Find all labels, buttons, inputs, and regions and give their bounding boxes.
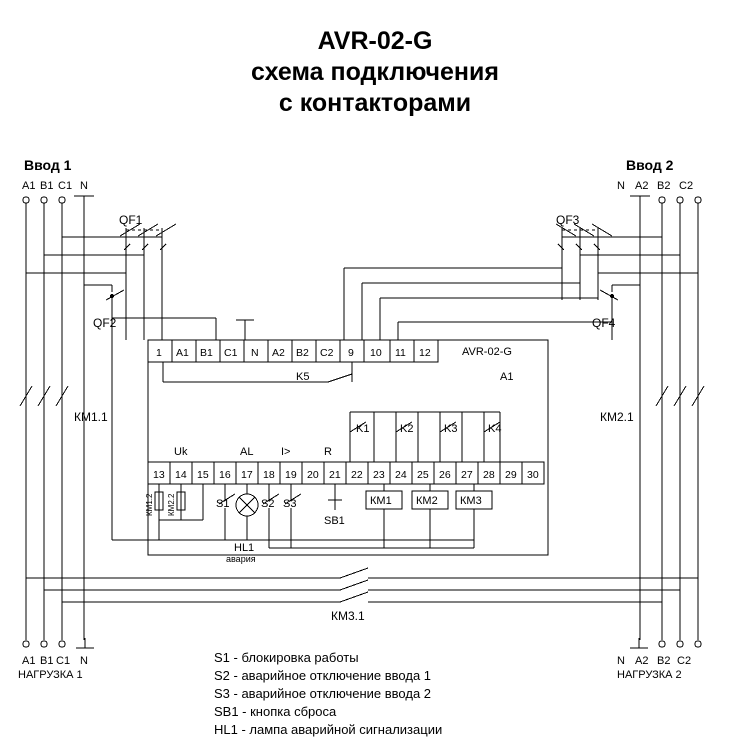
bottom-terminal-24: 24	[395, 469, 407, 481]
bottom-terminal-13: 13	[153, 469, 165, 481]
bottom-terminal-14: 14	[175, 469, 187, 481]
bottom-terminal-17: 17	[241, 469, 253, 481]
left-output-phase-a: A1	[22, 655, 36, 667]
sb1-label: SB1	[324, 515, 345, 527]
qf3-label: QF3	[556, 213, 580, 227]
title-line-1: AVR-02-G	[317, 27, 433, 55]
bottom-terminal-18: 18	[263, 469, 275, 481]
relay-contacts-group	[350, 412, 500, 462]
right-input-title: Ввод 2	[626, 157, 674, 173]
qf2-breaker	[106, 290, 124, 340]
group-r-label: R	[324, 446, 332, 458]
relay-k3-label: K3	[444, 423, 458, 435]
bottom-terminal-26: 26	[439, 469, 451, 481]
left-output-phase-b: B1	[40, 655, 54, 667]
bottom-terminal-19: 19	[285, 469, 297, 481]
group-al-label: AL	[240, 446, 254, 458]
top-terminal-b2: B2	[296, 347, 309, 359]
right-output-neutral: N	[617, 655, 625, 667]
hl1-lamp	[236, 484, 258, 540]
km31-label: КМ3.1	[331, 609, 365, 623]
device-body	[148, 340, 548, 555]
km12-label: КМ1.2	[145, 493, 154, 516]
top-terminal-9: 9	[348, 347, 354, 359]
bottom-terminal-30: 30	[527, 469, 539, 481]
s1-label: S1	[216, 498, 230, 510]
top-terminal-a2: A2	[272, 347, 285, 359]
k5-label: K5	[296, 371, 310, 383]
legend-item-4: HL1 - лампа аварийной сигнализации	[214, 722, 443, 737]
left-input-neutral: N	[80, 180, 88, 192]
left-output-title: НАГРУЗКА 1	[18, 669, 83, 681]
right-output-terminals	[630, 638, 701, 648]
left-input-phase-c: C1	[58, 180, 73, 192]
top-terminal-n: N	[251, 347, 259, 359]
top-terminal-c2: C2	[320, 347, 334, 359]
km-coils	[366, 484, 492, 548]
bottom-terminal-20: 20	[307, 469, 319, 481]
bottom-terminal-22: 22	[351, 469, 363, 481]
s2-switch	[263, 484, 279, 548]
left-output-neutral: N	[80, 655, 88, 667]
title-line-3: с контакторами	[278, 89, 472, 117]
qf4-breaker	[600, 290, 618, 340]
relay-k4-label: K4	[488, 423, 502, 435]
top-terminal-11: 11	[395, 347, 406, 359]
right-output-title: НАГРУЗКА 2	[617, 669, 682, 681]
right-output-phase-b: B2	[657, 655, 671, 667]
bottom-terminal-25: 25	[417, 469, 429, 481]
sb1-button	[328, 484, 342, 510]
top-terminal-12: 12	[419, 347, 431, 359]
km22-label: КМ2.2	[167, 493, 176, 516]
bottom-terminal-28: 28	[483, 469, 495, 481]
bottom-terminal-23: 23	[373, 469, 385, 481]
bottom-terminal-16: 16	[219, 469, 231, 481]
qf1-label: QF1	[119, 213, 143, 227]
km2-label: КМ2	[416, 495, 438, 507]
device-model-label: AVR-02-G	[462, 346, 512, 358]
left-output-terminals	[23, 638, 94, 648]
left-output-phase-c: C1	[56, 655, 71, 667]
s3-label: S3	[283, 498, 297, 510]
qf4-label: QF4	[592, 316, 616, 330]
km21-label: КМ2.1	[600, 410, 634, 424]
device-designator-label: A1	[500, 371, 514, 383]
bottom-terminal-27: 27	[461, 469, 473, 481]
legend-item-1: S2 - аварийное отключение ввода 1	[214, 668, 432, 683]
uk-group	[155, 484, 203, 520]
right-output-phase-a: A2	[635, 655, 649, 667]
legend-item-0: S1 - блокировка работы	[214, 650, 359, 665]
qf1-breaker	[120, 224, 176, 300]
qf3-breaker	[556, 224, 612, 300]
left-input-terminals	[23, 196, 94, 206]
km1-label: КМ1	[370, 495, 392, 507]
top-terminal-10: 10	[370, 347, 382, 359]
group-uk-label: Uk	[174, 446, 188, 458]
bottom-terminal-29: 29	[505, 469, 517, 481]
hl1-label: HL1	[234, 542, 255, 554]
s3-switch	[285, 484, 301, 548]
left-input-phase-b: B1	[40, 180, 54, 192]
right-input-phase-a: A2	[635, 180, 649, 192]
hl1-sublabel: авария	[226, 554, 256, 564]
right-input-phase-b: B2	[657, 180, 671, 192]
top-terminal-a1: A1	[176, 347, 189, 359]
k5-contact	[163, 362, 352, 382]
left-input-title: Ввод 1	[24, 157, 72, 173]
group-i-label: I>	[281, 446, 291, 458]
s2-label: S2	[261, 498, 275, 510]
legend-item-3: SB1 - кнопка сброса	[214, 704, 337, 719]
left-input-phase-a: A1	[22, 180, 36, 192]
right-input-phase-c: C2	[679, 180, 694, 192]
top-terminal-1: 1	[156, 347, 162, 359]
right-input-neutral: N	[617, 180, 625, 192]
legend-item-2: S3 - аварийное отключение ввода 2	[214, 686, 432, 701]
bottom-terminal-21: 21	[329, 469, 341, 481]
relay-k2-label: K2	[400, 423, 414, 435]
top-terminal-b1: B1	[200, 347, 213, 359]
km31-contactor	[26, 568, 698, 602]
title-line-2: схема подключения	[251, 58, 499, 86]
right-input-terminals	[630, 196, 701, 206]
qf2-label: QF2	[93, 316, 117, 330]
s1-switch	[219, 484, 235, 540]
bottom-terminal-15: 15	[197, 469, 209, 481]
km3-label: КМ3	[460, 495, 482, 507]
km11-label: КМ1.1	[74, 410, 108, 424]
right-output-phase-c: C2	[677, 655, 692, 667]
top-terminal-c1: C1	[224, 347, 238, 359]
relay-k1-label: K1	[356, 423, 370, 435]
